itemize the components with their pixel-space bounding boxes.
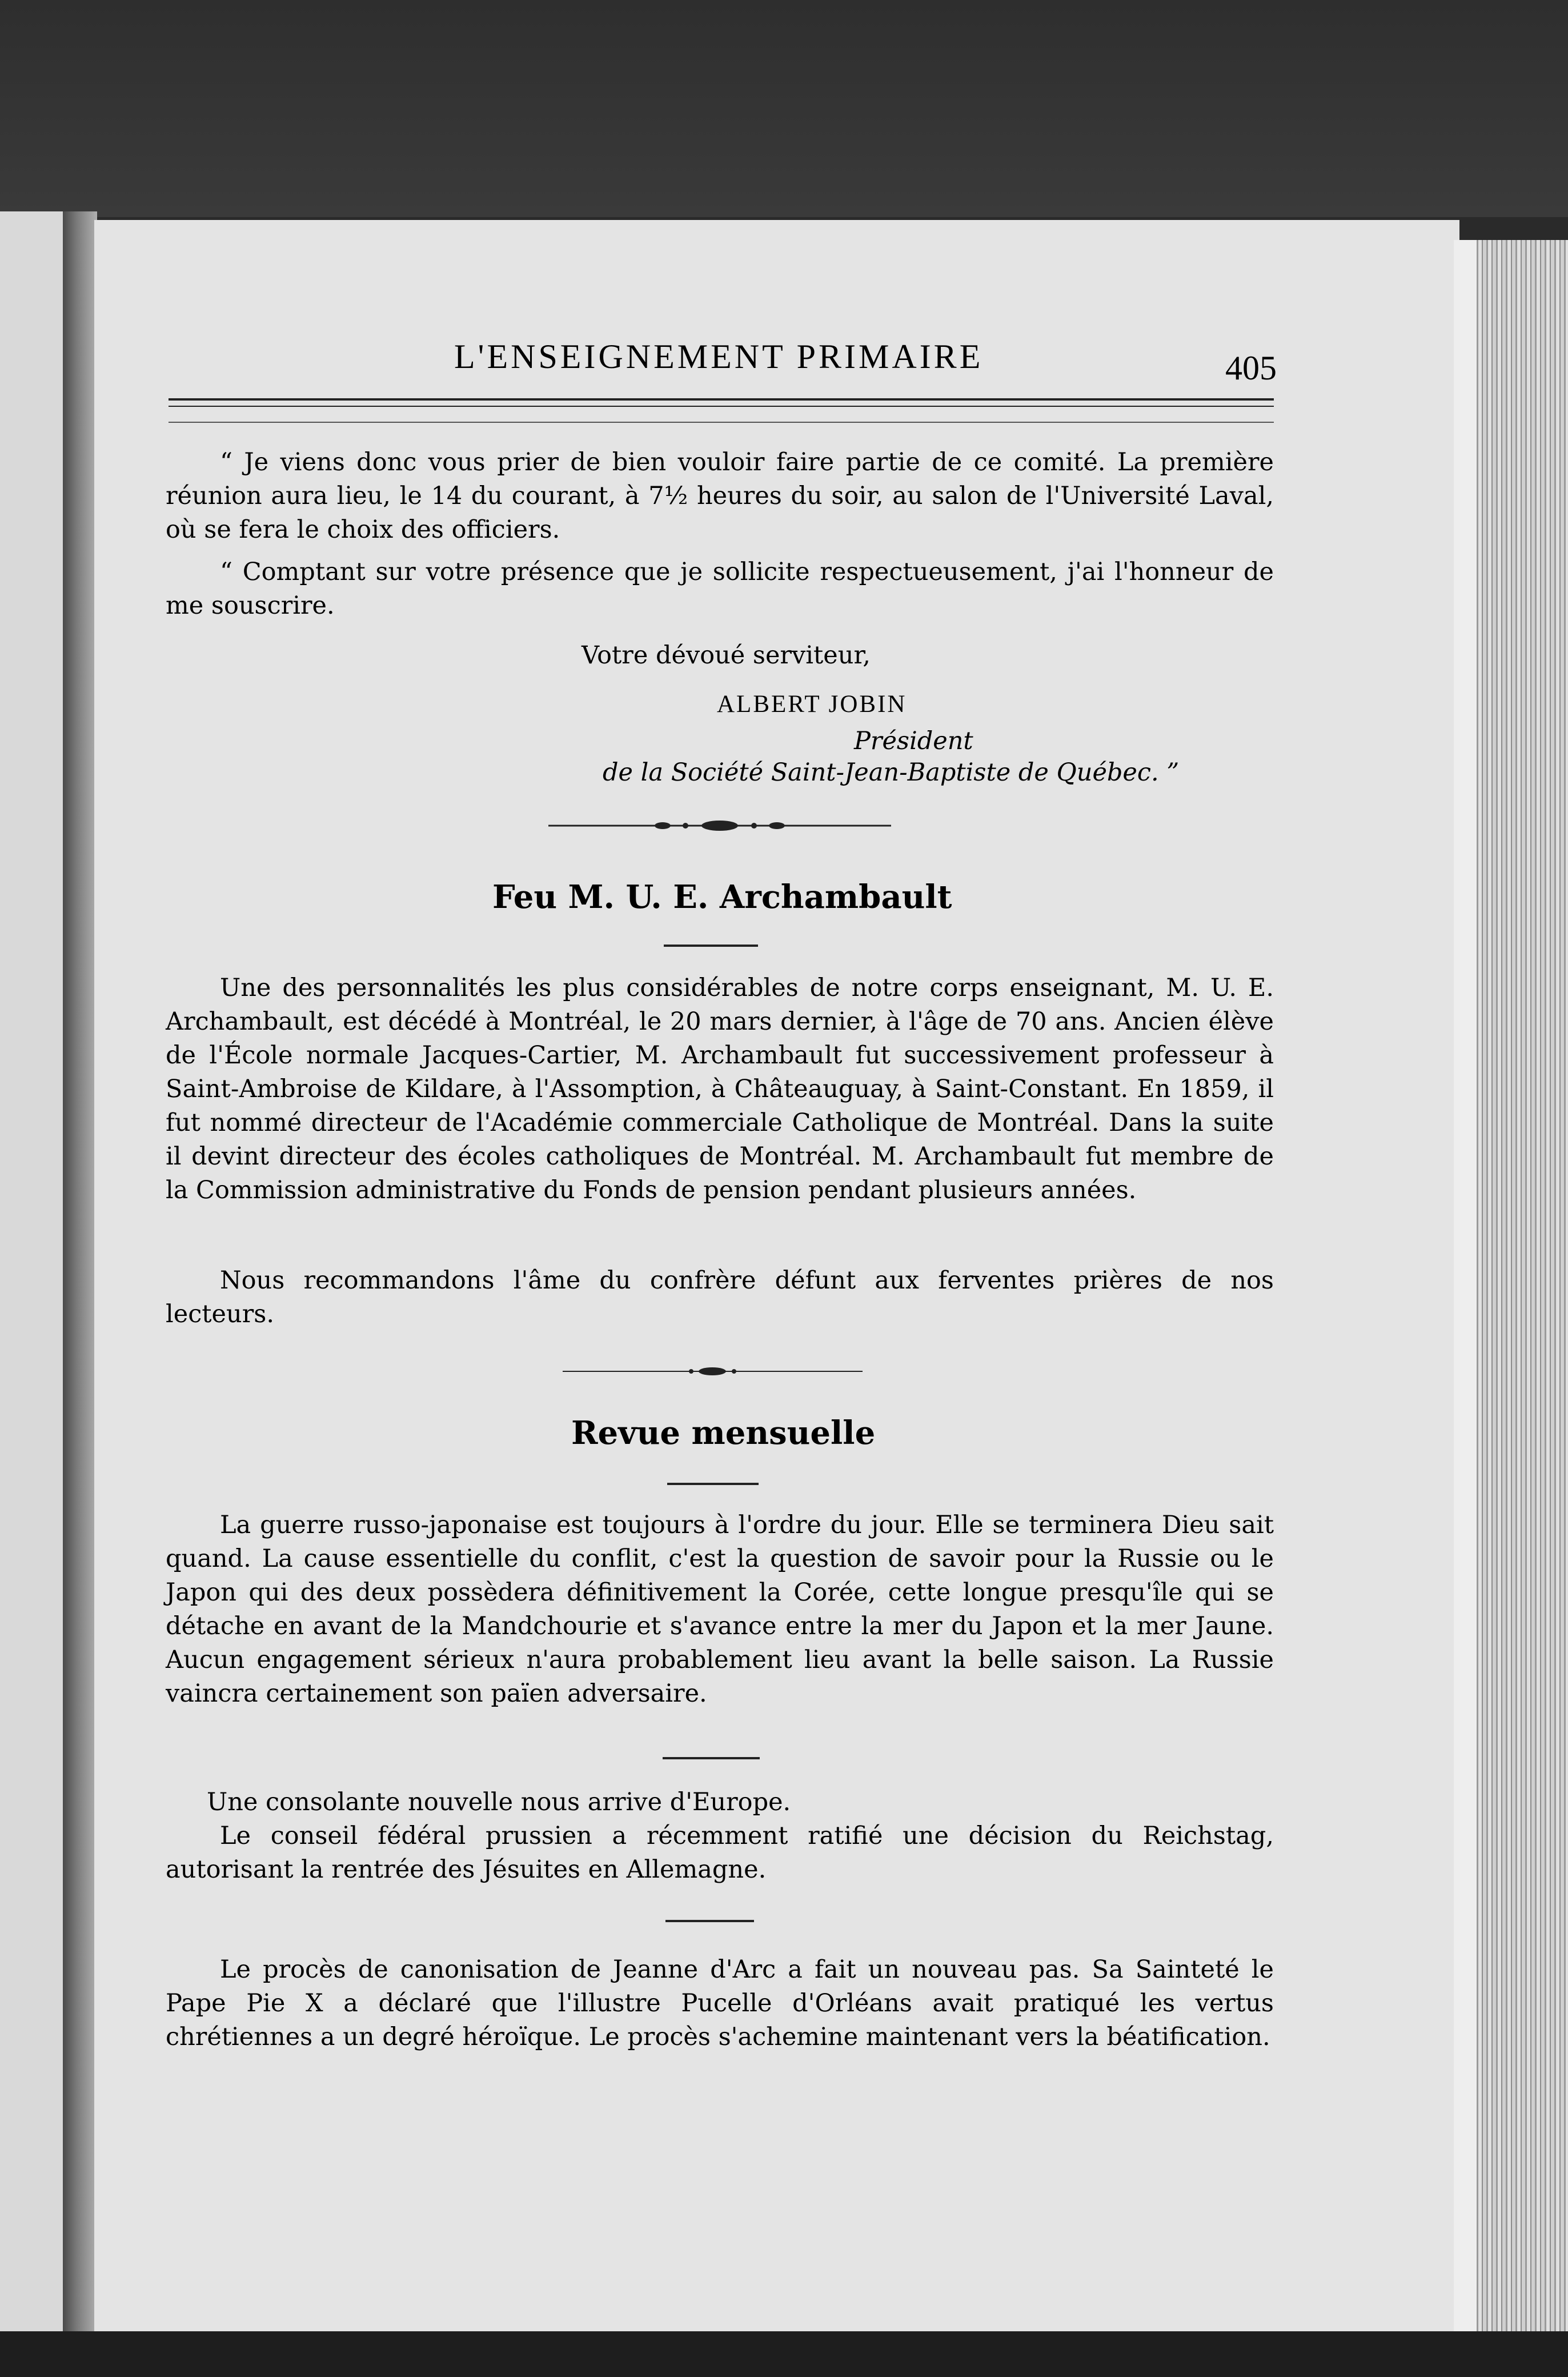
heading-rule: [664, 945, 758, 947]
letter-paragraph-1: “ Je viens donc vous prier de bien vouloir faire partie de ce comité. La première réunion aura lieu, le 14 du courant, à 7½ heures du soir, au salon de l'Université Laval, où se fera le choix des officiers.: [166, 448, 1274, 544]
signer-name: ALBERT JOBIN: [717, 691, 907, 718]
ornamental-divider: [563, 1363, 863, 1380]
previous-page-edge: [0, 211, 71, 2331]
revue-paragraph-4: Le procès de canonisation de Jeanne d'Arc a fait un nouveau pas. Sa Sainteté le Pape Pie X a déclaré que l'illustre Pucelle d'Orléans avait pratiqué les vertus chrétiennes a un degré héroïque. Le procès s'achemine maintenant vers la béatification.: [166, 1955, 1274, 2051]
obituary-paragraph-2: Nous recommandons l'âme du confrère défunt aux ferventes prières de nos lecteurs.: [166, 1266, 1274, 1328]
signer-title: Président: [854, 727, 973, 755]
section-rule: [665, 1920, 754, 1922]
letter-paragraph-2: “ Comptant sur votre présence que je sollicite respectueusement, j'ai l'honneur de me souscrire.: [166, 558, 1274, 620]
running-head: L'ENSEIGNEMENT PRIMAIRE: [454, 338, 984, 375]
section-rule: [663, 1757, 760, 1759]
header-rule-thick: [169, 398, 1274, 401]
revue-heading: Revue mensuelle: [571, 1414, 876, 1452]
revue-paragraph-2: Une consolante nouvelle nous arrive d'Europe.: [207, 1788, 791, 1816]
page-number: 405: [1225, 349, 1277, 387]
heading-rule: [667, 1483, 759, 1485]
ornamental-divider: [548, 814, 891, 837]
letter-closing: Votre dévoué serviteur,: [582, 641, 871, 670]
book-binding: [63, 211, 97, 2331]
header-rule-thin: [169, 406, 1274, 407]
obituary-heading: Feu M. U. E. Archambault: [492, 878, 952, 916]
header-rule-under: [169, 422, 1274, 423]
signer-organization: de la Société Saint-Jean-Baptiste de Québec. ”: [603, 758, 1180, 787]
scanner-background-top: [0, 0, 1568, 217]
obituary-paragraph-1: Une des personnalités les plus considérables de notre corps enseignant, M. U. E. Archambault, est décédé à Montréal, le 20 mars dernier, à l'âge de 70 ans. Ancien élève de l'École normale Jacques-Cartier, M. Archambault fut successivement professeur à Saint-Ambroise de Kildare, à l'Assomption, à Châteauguay, à Saint-Constant. En 1859, il fut nommé directeur de l'Académie commerciale Catholique de Montréal. Dans la suite il devint directeur des écoles catholiques de Montréal. M. Archambault fut membre de la Commission administrative du Fonds de pension pendant plusieurs années.: [166, 974, 1274, 1204]
revue-paragraph-3: Le conseil fédéral prussien a récemment ratifié une décision du Reichstag, autorisant la rentrée des Jésuites en Allemagne.: [166, 1822, 1274, 1884]
scanner-background-bottom: [0, 2331, 1568, 2377]
page-edge-highlight: [1454, 240, 1477, 2331]
revue-paragraph-1: La guerre russo-japonaise est toujours à l'ordre du jour. Elle se terminera Dieu sait quand. La cause essentielle du conflit, c'est la question de savoir pour la Russie ou le Japon qui des deux possèdera définitivement la Corée, cette longue presqu'île qui se détache en avant de la Mandchourie et s'avance entre la mer du Japon et la mer Jaune. Aucun engagement sérieux n'aura probablement lieu avant la belle saison. La Russie vaincra certainement son païen adversaire.: [166, 1511, 1274, 1708]
